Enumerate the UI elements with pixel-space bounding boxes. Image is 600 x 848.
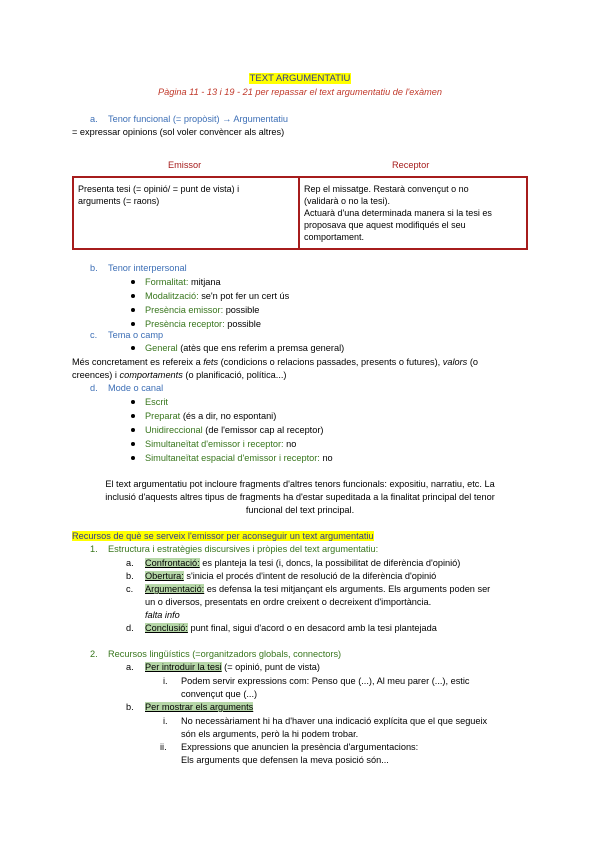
section-c-marker: c.	[90, 330, 98, 340]
list-item: General (atès que ens referim a premsa general)	[145, 343, 345, 353]
emissor-header: Emissor	[168, 160, 202, 170]
list-item: Simultaneïtat espacial d'emissor i receptor: no	[145, 453, 333, 463]
list1-item-cont: un o diversos, presentats en ordre creixent o decreixent d'importància.	[145, 597, 432, 607]
list2-a: Per introduir la tesi (= opinió, punt de vista)	[145, 662, 320, 672]
list2-b-marker: b.	[126, 702, 134, 712]
list1-item: Conclusió: punt final, sigui d'acord o en desacord amb la tesi plantejada	[145, 623, 437, 633]
list2-marker: 2.	[90, 649, 98, 659]
bullet-icon	[131, 442, 135, 446]
section-b-marker: b.	[90, 263, 98, 273]
bullet-icon	[131, 400, 135, 404]
list2-b-ii-line: Els arguments que defensen la meva posició són...	[181, 755, 389, 765]
list2-b-ii-line: Expressions que anuncien la presència d'argumentacions:	[181, 742, 419, 752]
list2-a-i-line: Podem servir expressions com: Penso que (...), Al meu parer (...), estic	[181, 676, 470, 686]
list1-item-marker: b.	[126, 571, 134, 581]
list1-item-marker: d.	[126, 623, 134, 633]
paragraph-line: inclusió d'aquests altres tipus de fragments ha d'estar supeditada a la finalitat principal del tenor	[105, 492, 495, 502]
section-b-heading: Tenor interpersonal	[108, 263, 187, 273]
resources-heading: Recursos de què se serveix l'emissor per aconseguir un text argumentatiu	[72, 531, 374, 541]
list2-a-i-line: convençut que (...)	[181, 689, 258, 699]
receptor-line: proposava que aquest modifiqués el seu	[304, 220, 466, 230]
bullet-icon	[131, 414, 135, 418]
page-subtitle: Pàgina 11 - 13 i 19 - 21 per repassar el text argumentatiu de l'exàmen	[157, 87, 442, 97]
list1-item: Argumentació: es defensa la tesi mitjançant els arguments. Els arguments poden ser	[145, 584, 491, 594]
bullet-icon	[131, 346, 135, 350]
emissor-cell	[73, 177, 299, 249]
list2-b-i-marker: i.	[163, 716, 168, 726]
list2-b: Per mostrar els arguments	[145, 702, 254, 712]
bullet-icon	[131, 308, 135, 312]
list2-b-i-line: No necessàriament hi ha d'haver una indicació explícita que el que segueix	[181, 716, 488, 726]
bullet-icon	[131, 322, 135, 326]
list2-heading: Recursos lingüístics (=organitzadors globals, connectors)	[108, 649, 342, 659]
bullet-icon	[131, 456, 135, 460]
section-a-note: = expressar opinions (sol voler convèncer als altres)	[72, 127, 285, 137]
bullet-icon	[131, 428, 135, 432]
bullet-icon	[131, 280, 135, 284]
list-item: Presència receptor: possible	[145, 319, 261, 329]
page-title: TEXT ARGUMENTATIU	[249, 73, 351, 84]
section-a-marker: a.	[90, 114, 98, 124]
section-a-heading: Tenor funcional (= propòsit) → Argumentatiu	[108, 114, 289, 124]
list-item: Preparat (és a dir, no espontani)	[145, 411, 277, 421]
receptor-line: Rep el missatge. Restarà convençut o no	[304, 184, 469, 194]
list2-a-marker: a.	[126, 662, 134, 672]
list2-b-i-line: són els arguments, però la hi podem trobar.	[181, 729, 359, 739]
section-d-marker: d.	[90, 383, 98, 393]
list1-item: Confrontació: es planteja la tesi (i, doncs, la possibilitat de diferència d'opinió)	[145, 558, 461, 568]
list1-item-extra: falta info	[145, 610, 180, 620]
list-item: Presència emissor: possible	[145, 305, 260, 315]
paragraph-line: funcional del text principal.	[245, 505, 355, 515]
list2-a-i-marker: i.	[163, 676, 168, 686]
receptor-line: Actuarà d'una determinada manera si la tesi es	[304, 208, 492, 218]
section-c-note-cont: creences) i comportaments (o planificació, política...)	[72, 370, 287, 380]
list1-item: Obertura: s'inicia el procés d'intent de resolució de la diferència d'opinió	[145, 571, 437, 581]
receptor-line: (validarà o no la tesi).	[304, 196, 391, 206]
section-c-heading: Tema o camp	[108, 330, 164, 340]
paragraph-line: El text argumentatiu pot incloure fragments d'altres tenors funcionals: expositiu, narratiu, etc. La	[105, 479, 495, 489]
list2-b-ii-marker: ii.	[160, 742, 167, 752]
list-item: Unidireccional (de l'emissor cap al receptor)	[145, 425, 324, 435]
emissor-receptor-table	[72, 176, 528, 250]
emissor-text: Presenta tesi (= opinió/ = punt de vista) i arguments (= raons)	[78, 184, 240, 206]
receptor-header: Receptor	[392, 160, 430, 170]
list1-heading: Estructura i estratègies discursives i pròpies del text argumentatiu:	[108, 544, 379, 554]
list-item: Escrit	[145, 397, 168, 407]
bullet-icon	[131, 294, 135, 298]
receptor-cell	[299, 177, 527, 249]
list-item: Formalitat: mitjana	[145, 277, 221, 287]
list1-marker: 1.	[90, 544, 98, 554]
section-d-heading: Mode o canal	[108, 383, 164, 393]
list1-item-marker: c.	[126, 584, 134, 594]
list1-item-marker: a.	[126, 558, 134, 568]
list-item: Simultaneïtat d'emissor i receptor: no	[145, 439, 297, 449]
list-item: Modalització: se'n pot fer un cert ús	[145, 291, 290, 301]
section-c-note: Més concretament es refereix a fets (condicions o relacions passades, presents o futures), valors (o	[72, 357, 478, 367]
receptor-line: comportament.	[304, 232, 365, 242]
